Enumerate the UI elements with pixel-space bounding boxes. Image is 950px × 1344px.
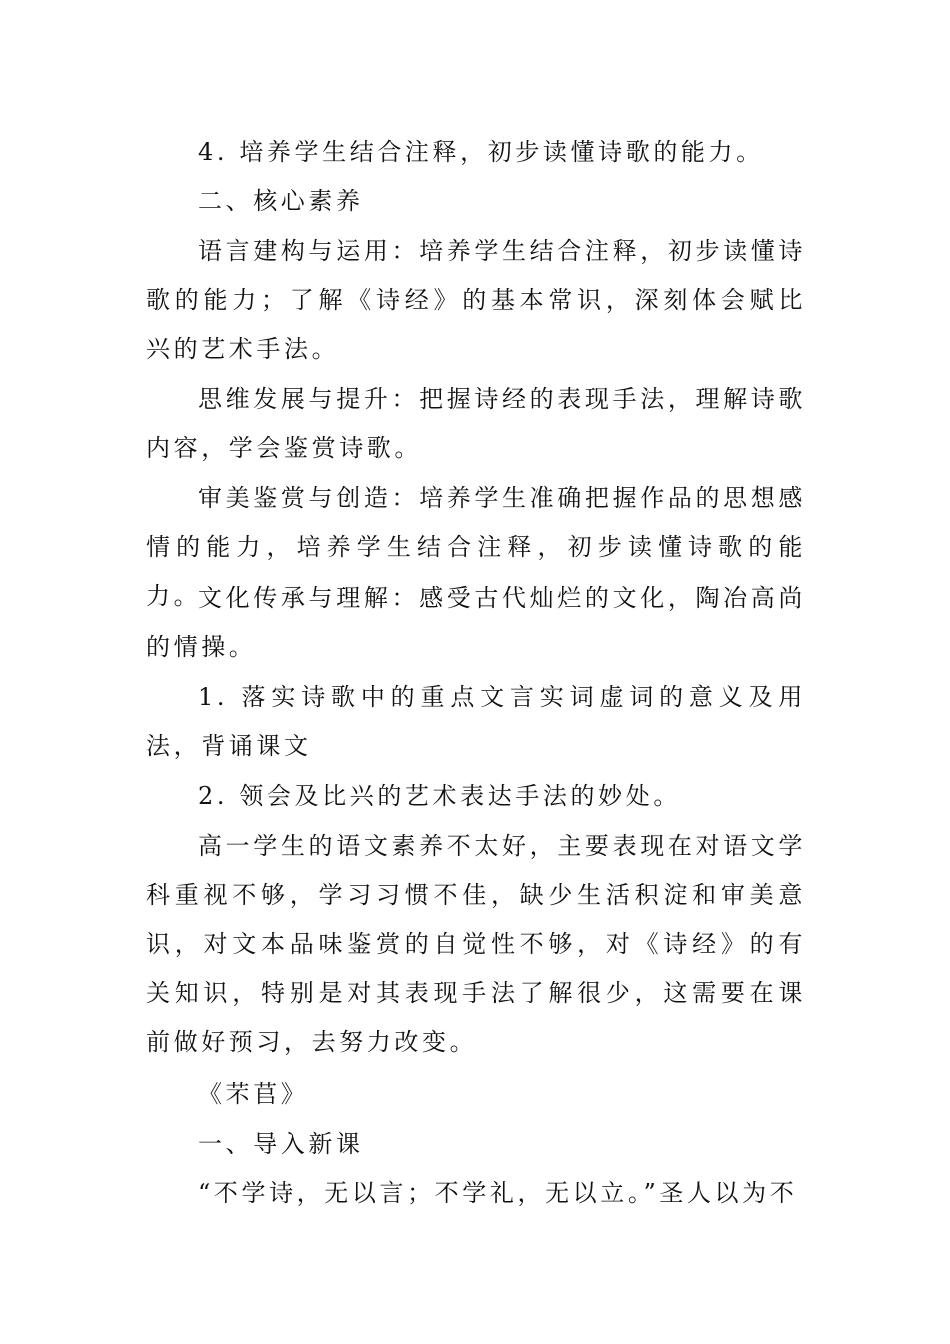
paragraph-thinking: 思维发展与提升：把握诗经的表现手法，理解诗歌内容，学会鉴赏诗歌。 bbox=[146, 385, 806, 462]
paragraph-culture: 文化传承与理解：感受古代灿烂的文化，陶冶高尚的情操。 bbox=[146, 584, 806, 661]
lesson-title: 《芣苢》 bbox=[198, 1080, 309, 1108]
paragraph-objective-4: 4. 培养学生结合注释，初步读懂诗歌的能力。 bbox=[198, 138, 764, 166]
paragraph-student-analysis: 高一学生的语文素养不太好，主要表现在对语文学科重视不够，学习习惯不佳，缺少生活积淀和审美意识，对文本品味鉴赏的自觉性不够，对《诗经》的有关知识，特别是对其表现手法了解很少，这需要在课前做好预习，去努力改变。 bbox=[146, 832, 806, 1056]
heading-core-literacy: 二、核心素养 bbox=[198, 187, 364, 215]
paragraph-quote: “不学诗，无以言；不学礼，无以立。”圣人以为不 bbox=[198, 1179, 798, 1207]
paragraph-language: 语言建构与运用：培养学生结合注释，初步读懂诗歌的能力；了解《诗经》的基本常识，深刻体会赋比兴的艺术手法。 bbox=[146, 237, 806, 363]
heading-introduction: 一、导入新课 bbox=[198, 1130, 364, 1158]
paragraph-key-point-2: 2. 领会及比兴的艺术表达手法的妙处。 bbox=[198, 782, 681, 810]
paragraph-key-point-1: 1. 落实诗歌中的重点文言实词虚词的意义及用法，背诵课文 bbox=[146, 683, 806, 760]
paragraph-aesthetic: 审美鉴赏与创造：培养学生准确把握作品的思想感情的能力，培养学生结合注释，初步读懂诗歌的能力。 bbox=[146, 484, 806, 610]
